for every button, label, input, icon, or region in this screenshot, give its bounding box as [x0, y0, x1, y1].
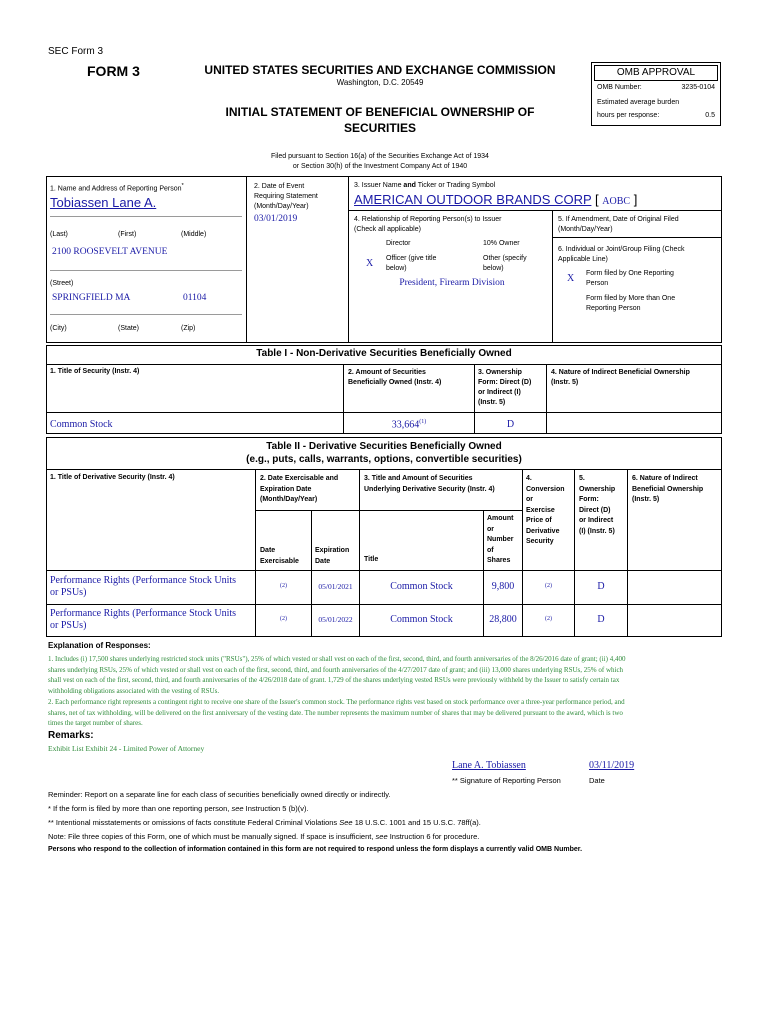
table1-row-amount	[344, 419, 474, 430]
table2-col4-line-4: Price of	[526, 517, 552, 524]
page-title	[180, 104, 580, 136]
table2-col6-line-0: 6. Nature of Indirect	[632, 475, 698, 482]
footnote-1	[48, 654, 720, 696]
table2-row1-expiration: 05/01/2021	[318, 582, 353, 591]
omb-number-row	[597, 84, 715, 91]
table2-row2-expiration: 05/01/2022	[318, 615, 353, 624]
filing-type-label	[558, 245, 684, 265]
relationship-label-1: 4. Relationship of Reporting Person(s) to Issuer	[354, 216, 502, 223]
omb-hours-row	[597, 112, 715, 119]
explanation-heading: Explanation of Responses:	[48, 641, 151, 650]
zip-label: (Zip)	[181, 325, 196, 332]
table1-col-ownership-3: or Indirect (I)	[478, 389, 521, 396]
ten-percent-owner-option: 10% Owner	[483, 240, 520, 247]
table2-row	[50, 608, 236, 632]
amendment-label-2: (Month/Day/Year)	[558, 226, 613, 233]
other-option	[483, 254, 527, 274]
footnote-2-line-1: shares, net of tax withholding, will be delivered on the first anniversary of the vesting date. The number represents the maximum number of shares that may be delivered pursuant to the award, which is two	[48, 708, 623, 717]
ticker-bracket-close: ]	[633, 192, 638, 207]
footnote-1-line-3: withholding obligations associated with the vesting of RSUs.	[48, 686, 220, 695]
event-date-label	[254, 182, 318, 212]
omb-number-value: 3235-0104	[681, 84, 715, 91]
footnote-2-line-2: times the target number of shares.	[48, 719, 143, 727]
street-label: (Street)	[50, 280, 74, 287]
table1-title: Table I - Non-Derivative Securities Beneficially Owned	[256, 348, 512, 359]
table2-col5-line-4: or Indirect	[579, 517, 614, 524]
page-title-line2: SECURITIES	[343, 121, 416, 135]
table2-col5-line-2: Form:	[579, 496, 599, 503]
table2-row1-exercisable: (2)	[280, 583, 287, 589]
issuer-label	[354, 182, 495, 189]
table1-col-nature	[551, 368, 690, 388]
one-person-option	[586, 269, 674, 289]
table2-row2-underlying: Common Stock	[390, 614, 453, 625]
table1-col-amount-1: 2. Amount of Securities	[348, 369, 426, 376]
table2-col-conversion	[526, 474, 565, 548]
table2-col-ownership	[579, 474, 615, 537]
table2-col5-line-1: Ownership	[579, 485, 616, 493]
table2-row	[50, 575, 236, 599]
table2-row1-underlying: Common Stock	[390, 581, 453, 592]
table1-row-footnote: (1)	[419, 419, 427, 425]
table2-col-dates-1: 2. Date Exercisable and	[260, 475, 339, 482]
filed-line2: or Section 30(h) of the Investment Company Act of 1940	[292, 163, 468, 170]
page-title-line1: INITIAL STATEMENT OF BENEFICIAL OWNERSHIP OF	[225, 105, 535, 119]
table2-sub-title: Title	[364, 556, 379, 563]
director-option: Director	[386, 240, 411, 247]
more-persons-option-2: Reporting Person	[586, 305, 641, 312]
table2-row1-price: (2)	[545, 583, 552, 589]
event-date-label-1: 2. Date of Event	[254, 183, 305, 190]
officer-option	[386, 254, 436, 274]
omb-respond-notice: Persons who respond to the collection of information contained in this form are not required to respond unless the form displays a currently valid OMB Number.	[48, 846, 583, 853]
issuer-label-pre: 3. Issuer Name	[354, 182, 404, 189]
table2-col-underlying-1: 3. Title and Amount of Securities	[364, 475, 473, 482]
officer-checkmark: X	[366, 258, 374, 269]
note-copies-see: see	[375, 832, 388, 841]
table1-col-ownership-2: Form: Direct (D)	[478, 379, 532, 386]
table2-col-underlying-2: Underlying Derivative Security (Instr. 4)	[364, 485, 495, 493]
reporting-person-asterisk: *	[181, 183, 184, 189]
table2-sub-amount-3: of	[487, 546, 494, 554]
reporting-person-name-link[interactable]: Tobiassen Lane A.	[50, 195, 157, 210]
note-star-post: Instruction 5 (b)(v).	[243, 804, 309, 813]
issuer-label-post: Ticker or Trading Symbol	[415, 182, 496, 189]
table2-row2-price: (2)	[545, 616, 552, 622]
table2-row1-form: D	[597, 581, 605, 592]
more-persons-option-1: Form filed by More than One	[586, 295, 676, 302]
more-persons-option	[586, 294, 675, 314]
table1-col-amount-2: Beneficially Owned (Instr. 4)	[348, 379, 442, 386]
officer-option-1: Officer (give title	[386, 255, 437, 262]
table2-row1-title-2: or PSUs)	[50, 587, 87, 598]
ticker-value: AOBC	[602, 196, 631, 207]
amendment-label-1: 5. If Amendment, Date of Original Filed	[558, 216, 679, 223]
filing-type-label-2: Applicable Line)	[558, 256, 608, 263]
signature-date: 03/11/2019	[589, 760, 635, 771]
table2-col4-line-0: 4.	[526, 475, 532, 482]
table2-col-dates-2: Expiration Date	[260, 485, 312, 493]
relationship-label-2: (Check all applicable)	[354, 226, 421, 233]
note-double-star-see: See	[339, 818, 353, 827]
table2-sub-amount-2: Number	[487, 536, 514, 543]
table2-col-title: 1. Title of Derivative Security (Instr. 4)	[50, 474, 175, 481]
issuer-name-row	[354, 192, 637, 207]
note-star	[48, 804, 309, 813]
last-name-label: (Last)	[50, 231, 68, 238]
ticker-bracket-open: [	[595, 192, 599, 207]
signature-label: ** Signature of Reporting Person	[452, 776, 561, 785]
note-double-star-pre: ** Intentional misstatements or omissions of facts constitute Federal Criminal Violations	[48, 818, 340, 827]
amendment-label	[558, 215, 679, 235]
one-person-option-1: Form filed by One Reporting	[586, 270, 674, 277]
omb-hours-label: hours per response:	[597, 112, 660, 119]
note-copies-post: Instruction 6 for procedure.	[387, 832, 480, 841]
table2-col4-line-1: Conversion	[526, 485, 565, 493]
zip-value: 01104	[183, 293, 207, 303]
footnote-1-line-1: shares underlying RSUs, 25% of which vested or shall vest on each of the first, second, third, and fourth anniversaries of the 4/27/2017 date of grant; and (iii) 13,000 shares underlying RSUs, 25% of which	[48, 665, 624, 674]
street-address-value: 2100 ROOSEVELT AVENUE	[52, 247, 168, 257]
table1-row-amount-value: 33,664	[391, 419, 420, 431]
city-state-value: SPRINGFIELD MA	[52, 293, 131, 303]
table2-col5-line-5: (I) (Instr. 5)	[579, 527, 615, 535]
note-double-star-post: 18 U.S.C. 1001 and 15 U.S.C. 78ff(a).	[352, 818, 481, 827]
table1-row-form: D	[506, 419, 515, 430]
note-star-see: see	[231, 804, 244, 813]
omb-title: OMB APPROVAL	[616, 67, 696, 78]
table2-title-2: (e.g., puts, calls, warrants, options, convertible securities)	[246, 454, 522, 465]
signature-name: Lane A. Tobiassen	[452, 760, 526, 771]
officer-option-2: below)	[386, 265, 407, 272]
sec-form-label: SEC Form 3	[48, 46, 104, 57]
table2-col6-line-2: (Instr. 5)	[632, 496, 660, 503]
first-name-label: (First)	[118, 231, 137, 238]
event-date-value: 03/01/2019	[254, 214, 298, 224]
table2-sub-exercisable-1: Date	[260, 547, 276, 554]
footnote-1-line-0: 1. Includes (i) 17,500 shares underlying restricted stock units ("RSUs"), 25% of which vested or shall vest on each of the first, second, third, and fourth anniversaries of the 8/26/2016 date of grant; (ii) 4,400	[48, 655, 626, 663]
table2-sub-expiration	[315, 545, 349, 567]
table2-col5-line-3: Direct (D)	[579, 506, 611, 514]
table2-col-underlying	[364, 474, 495, 495]
table2-col-dates-3: (Month/Day/Year)	[260, 496, 318, 503]
omb-hours-value: 0.5	[705, 112, 715, 119]
filing-type-label-1: 6. Individual or Joint/Group Filing (Check	[558, 246, 685, 253]
table2-col4-line-3: Exercise	[526, 506, 555, 514]
remarks-heading: Remarks:	[48, 730, 94, 741]
note-double-star	[48, 818, 481, 827]
relationship-label	[354, 215, 501, 235]
reminder-text: Reminder: Report on a separate line for each class of securities beneficially owned directly or indirectly.	[48, 790, 391, 799]
table1-col-ownership-1: 3. Ownership	[478, 369, 522, 376]
table2-sub-amount-1: or	[487, 525, 494, 533]
table1-col-amount	[348, 368, 441, 388]
table2-row2-exercisable: (2)	[280, 616, 287, 622]
table1-col-nature-1: 4. Nature of Indirect Beneficial Ownership	[551, 369, 690, 376]
table2-col4-line-2: or	[526, 496, 533, 503]
note-star-pre: * If the form is filed by more than one reporting person,	[48, 804, 232, 813]
signature-date-label: Date	[589, 776, 605, 785]
footnote-2-line-0: 2. Each performance right represents a contingent right to receive one share of the Issuer's common stock. The performance rights vest based on stock performance over a three-year performance period, and	[48, 698, 625, 706]
table2-col-dates	[260, 474, 338, 506]
table2-sub-exercisable	[260, 545, 299, 567]
table1-col-ownership	[478, 368, 531, 408]
table2-sub-amount	[487, 514, 513, 567]
table2-sub-amount-4: Shares	[487, 557, 511, 564]
issuer-name-link[interactable]: AMERICAN OUTDOOR BRANDS CORP	[354, 192, 592, 207]
remarks-text: Exhibit List Exhibit 24 - Limited Power of Attorney	[48, 744, 205, 753]
table2-sub-exercisable-2: Exercisable	[260, 558, 299, 565]
issuer-label-and: and	[403, 182, 416, 189]
reporting-person-label	[50, 183, 184, 192]
one-person-option-2: Person	[586, 280, 609, 287]
one-person-checkmark: X	[567, 273, 575, 284]
footnote-2	[48, 697, 720, 729]
table2-row2-title-1: Performance Rights (Performance Stock Units	[50, 608, 237, 619]
other-option-2: below)	[483, 265, 504, 272]
table2-row1-title-1: Performance Rights (Performance Stock Units	[50, 575, 237, 586]
table2-sub-amount-0: Amount	[487, 515, 514, 522]
footnote-1-line-2: shall vest on each of the first, second, third, and fourth anniversaries of the 4/26/2018 date of grant. 1,729 of the shares underlying vested RSUs were previously withheld by the Issuer to satisfy certain tax	[48, 676, 620, 684]
commission-title: UNITED STATES SECURITIES AND EXCHANGE COMMISSION	[204, 63, 556, 77]
table2-row2-title-2: or PSUs)	[50, 620, 87, 631]
city-label: (City)	[50, 325, 67, 332]
omb-number-label: OMB Number:	[597, 84, 642, 91]
state-label: (State)	[118, 325, 140, 332]
reporting-person-label-text: 1. Name and Address of Reporting Person	[50, 185, 182, 193]
table2-col5-line-0: 5.	[579, 475, 585, 482]
commission-location: Washington, D.C. 20549	[336, 78, 424, 87]
table2-title	[46, 440, 722, 466]
table1-col-nature-2: (Instr. 5)	[551, 379, 579, 386]
table2-col6-line-1: Beneficial Ownership	[632, 485, 704, 493]
middle-name-label: (Middle)	[181, 231, 207, 238]
filed-line1: Filed pursuant to Section 16(a) of the Securities Exchange Act of 1934	[271, 153, 489, 160]
other-option-1: Other (specify	[483, 255, 527, 262]
table1-col-title: 1. Title of Security (Instr. 4)	[50, 368, 140, 375]
table2-col-nature	[632, 474, 703, 506]
table2-sub-expiration-1: Expiration	[315, 547, 350, 554]
table2-row2-shares: 28,800	[489, 614, 517, 625]
form-number: FORM 3	[87, 63, 140, 79]
event-date-label-3: (Month/Day/Year)	[254, 203, 309, 210]
table2-col4-line-5: Derivative	[526, 527, 560, 535]
officer-title-value: President, Firearm Division	[399, 278, 505, 288]
note-copies-pre: Note: File three copies of this Form, one of which must be manually signed. If space is insufficient,	[48, 832, 376, 841]
table2-col4-line-6: Security	[526, 538, 554, 545]
table1-col-ownership-4: (Instr. 5)	[478, 399, 506, 406]
omb-title-box	[594, 65, 718, 81]
table2-sub-expiration-2: Date	[315, 558, 331, 565]
table2-row2-form: D	[597, 614, 605, 625]
note-copies	[48, 832, 479, 841]
filed-pursuant-note	[180, 152, 580, 172]
event-date-label-2: Requiring Statement	[254, 193, 318, 200]
table2-row1-shares: 9,800	[491, 581, 515, 592]
table1-row-title: Common Stock	[50, 419, 113, 430]
omb-burden-label: Estimated average burden	[597, 99, 680, 106]
table2-title-1: Table II - Derivative Securities Beneficially Owned	[266, 441, 502, 452]
